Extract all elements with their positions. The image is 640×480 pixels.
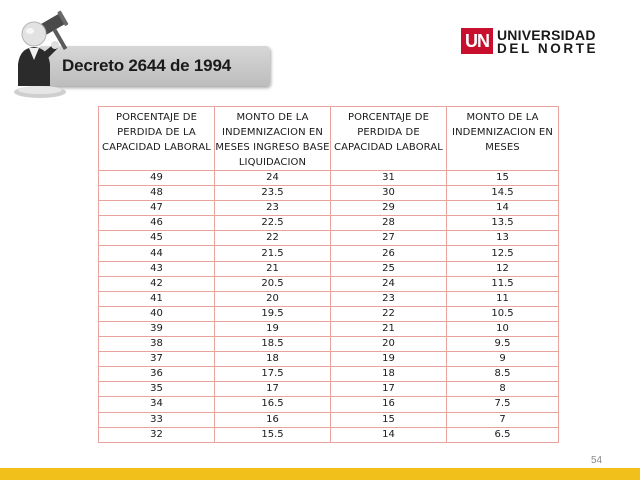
- table-cell: 19.5: [215, 306, 331, 321]
- table-cell: 10.5: [447, 306, 559, 321]
- table-cell: 44: [99, 246, 215, 261]
- logo-text-line1: UNIVERSIDAD: [497, 27, 596, 43]
- table-cell: 27: [331, 231, 447, 246]
- table-row: [99, 397, 559, 412]
- table-row: [99, 352, 559, 367]
- table-cell: 23: [215, 201, 331, 216]
- table-cell: 14: [331, 427, 447, 442]
- table-row: [99, 412, 559, 427]
- table-cell: 19: [331, 352, 447, 367]
- table-cell: 7.5: [447, 397, 559, 412]
- table-cell: 18: [215, 352, 331, 367]
- table-cell: 36: [99, 367, 215, 382]
- judge-figure-icon: [10, 8, 88, 104]
- table-cell: 11.5: [447, 276, 559, 291]
- table-cell: 45: [99, 231, 215, 246]
- table-cell: 20: [331, 337, 447, 352]
- table-row: [99, 171, 559, 186]
- table-cell: 32: [99, 427, 215, 442]
- table-cell: 46: [99, 216, 215, 231]
- table-row: [99, 382, 559, 397]
- table-cell: 25: [331, 261, 447, 276]
- table-cell: 23: [331, 291, 447, 306]
- table-cell: 40: [99, 306, 215, 321]
- table-row: [99, 427, 559, 442]
- table-cell: 15: [447, 171, 559, 186]
- table-cell: 21: [215, 261, 331, 276]
- indemnization-table-wrap: [98, 106, 559, 443]
- table-header-row: [99, 107, 559, 171]
- header-indemnization-months-ibl: MONTO DE LA INDEMNIZACION EN MESES INGRESO BASE LIQUIDACION: [215, 107, 331, 171]
- bottom-accent-bar: [0, 468, 640, 480]
- table-cell: 17: [215, 382, 331, 397]
- table-cell: 26: [331, 246, 447, 261]
- table-cell: 43: [99, 261, 215, 276]
- table-cell: 37: [99, 352, 215, 367]
- table-cell: 14: [447, 201, 559, 216]
- table-cell: 22: [331, 306, 447, 321]
- table-cell: 10: [447, 321, 559, 336]
- table-row: [99, 261, 559, 276]
- table-cell: 13: [447, 231, 559, 246]
- table-cell: 39: [99, 321, 215, 336]
- table-cell: 29: [331, 201, 447, 216]
- university-logo: [461, 26, 601, 62]
- table-cell: 12.5: [447, 246, 559, 261]
- table-cell: 28: [331, 216, 447, 231]
- table-cell: 17: [331, 382, 447, 397]
- page-number: 54: [591, 455, 603, 466]
- table-cell: 9.5: [447, 337, 559, 352]
- table-row: [99, 201, 559, 216]
- table-row: [99, 337, 559, 352]
- table-row: [99, 291, 559, 306]
- header-loss-percentage-2: PORCENTAJE DE PERDIDA DE CAPACIDAD LABORAL: [331, 107, 447, 171]
- table-cell: 8.5: [447, 367, 559, 382]
- table-cell: 24: [215, 171, 331, 186]
- table-cell: 49: [99, 171, 215, 186]
- table-row: [99, 367, 559, 382]
- table-cell: 42: [99, 276, 215, 291]
- table-cell: 17.5: [215, 367, 331, 382]
- table-cell: 12: [447, 261, 559, 276]
- indemnization-table: [98, 106, 559, 443]
- table-cell: 22.5: [215, 216, 331, 231]
- table-cell: 20.5: [215, 276, 331, 291]
- header-indemnization-months: MONTO DE LA INDEMNIZACION EN MESES: [447, 107, 559, 171]
- logo-mark: UN: [461, 28, 493, 54]
- table-cell: 33: [99, 412, 215, 427]
- table-row: [99, 321, 559, 336]
- table-cell: 7: [447, 412, 559, 427]
- slide-title: Decreto 2644 de 1994: [62, 56, 231, 75]
- table-row: [99, 231, 559, 246]
- table-cell: 14.5: [447, 186, 559, 201]
- table-cell: 9: [447, 352, 559, 367]
- logo-text-line2: DEL NORTE: [497, 41, 599, 56]
- table-cell: 35: [99, 382, 215, 397]
- table-cell: 34: [99, 397, 215, 412]
- table-cell: 18.5: [215, 337, 331, 352]
- table-cell: 48: [99, 186, 215, 201]
- table-cell: 31: [331, 171, 447, 186]
- table-row: [99, 306, 559, 321]
- table-cell: 24: [331, 276, 447, 291]
- table-cell: 23.5: [215, 186, 331, 201]
- table-cell: 13.5: [447, 216, 559, 231]
- table-cell: 16: [215, 412, 331, 427]
- table-cell: 11: [447, 291, 559, 306]
- table-cell: 16: [331, 397, 447, 412]
- table-cell: 19: [215, 321, 331, 336]
- table-cell: 15.5: [215, 427, 331, 442]
- table-row: [99, 276, 559, 291]
- table-cell: 47: [99, 201, 215, 216]
- table-cell: 38: [99, 337, 215, 352]
- header-loss-percentage-1: PORCENTAJE DE PERDIDA DE LA CAPACIDAD LABORAL: [99, 107, 215, 171]
- table-cell: 22: [215, 231, 331, 246]
- table-cell: 21.5: [215, 246, 331, 261]
- table-cell: 18: [331, 367, 447, 382]
- table-cell: 16.5: [215, 397, 331, 412]
- table-row: [99, 246, 559, 261]
- table-cell: 6.5: [447, 427, 559, 442]
- table-cell: 15: [331, 412, 447, 427]
- table-cell: 8: [447, 382, 559, 397]
- table-cell: 30: [331, 186, 447, 201]
- table-cell: 41: [99, 291, 215, 306]
- table-row: [99, 186, 559, 201]
- table-row: [99, 216, 559, 231]
- table-cell: 21: [331, 321, 447, 336]
- table-cell: 20: [215, 291, 331, 306]
- table-body: [99, 171, 559, 443]
